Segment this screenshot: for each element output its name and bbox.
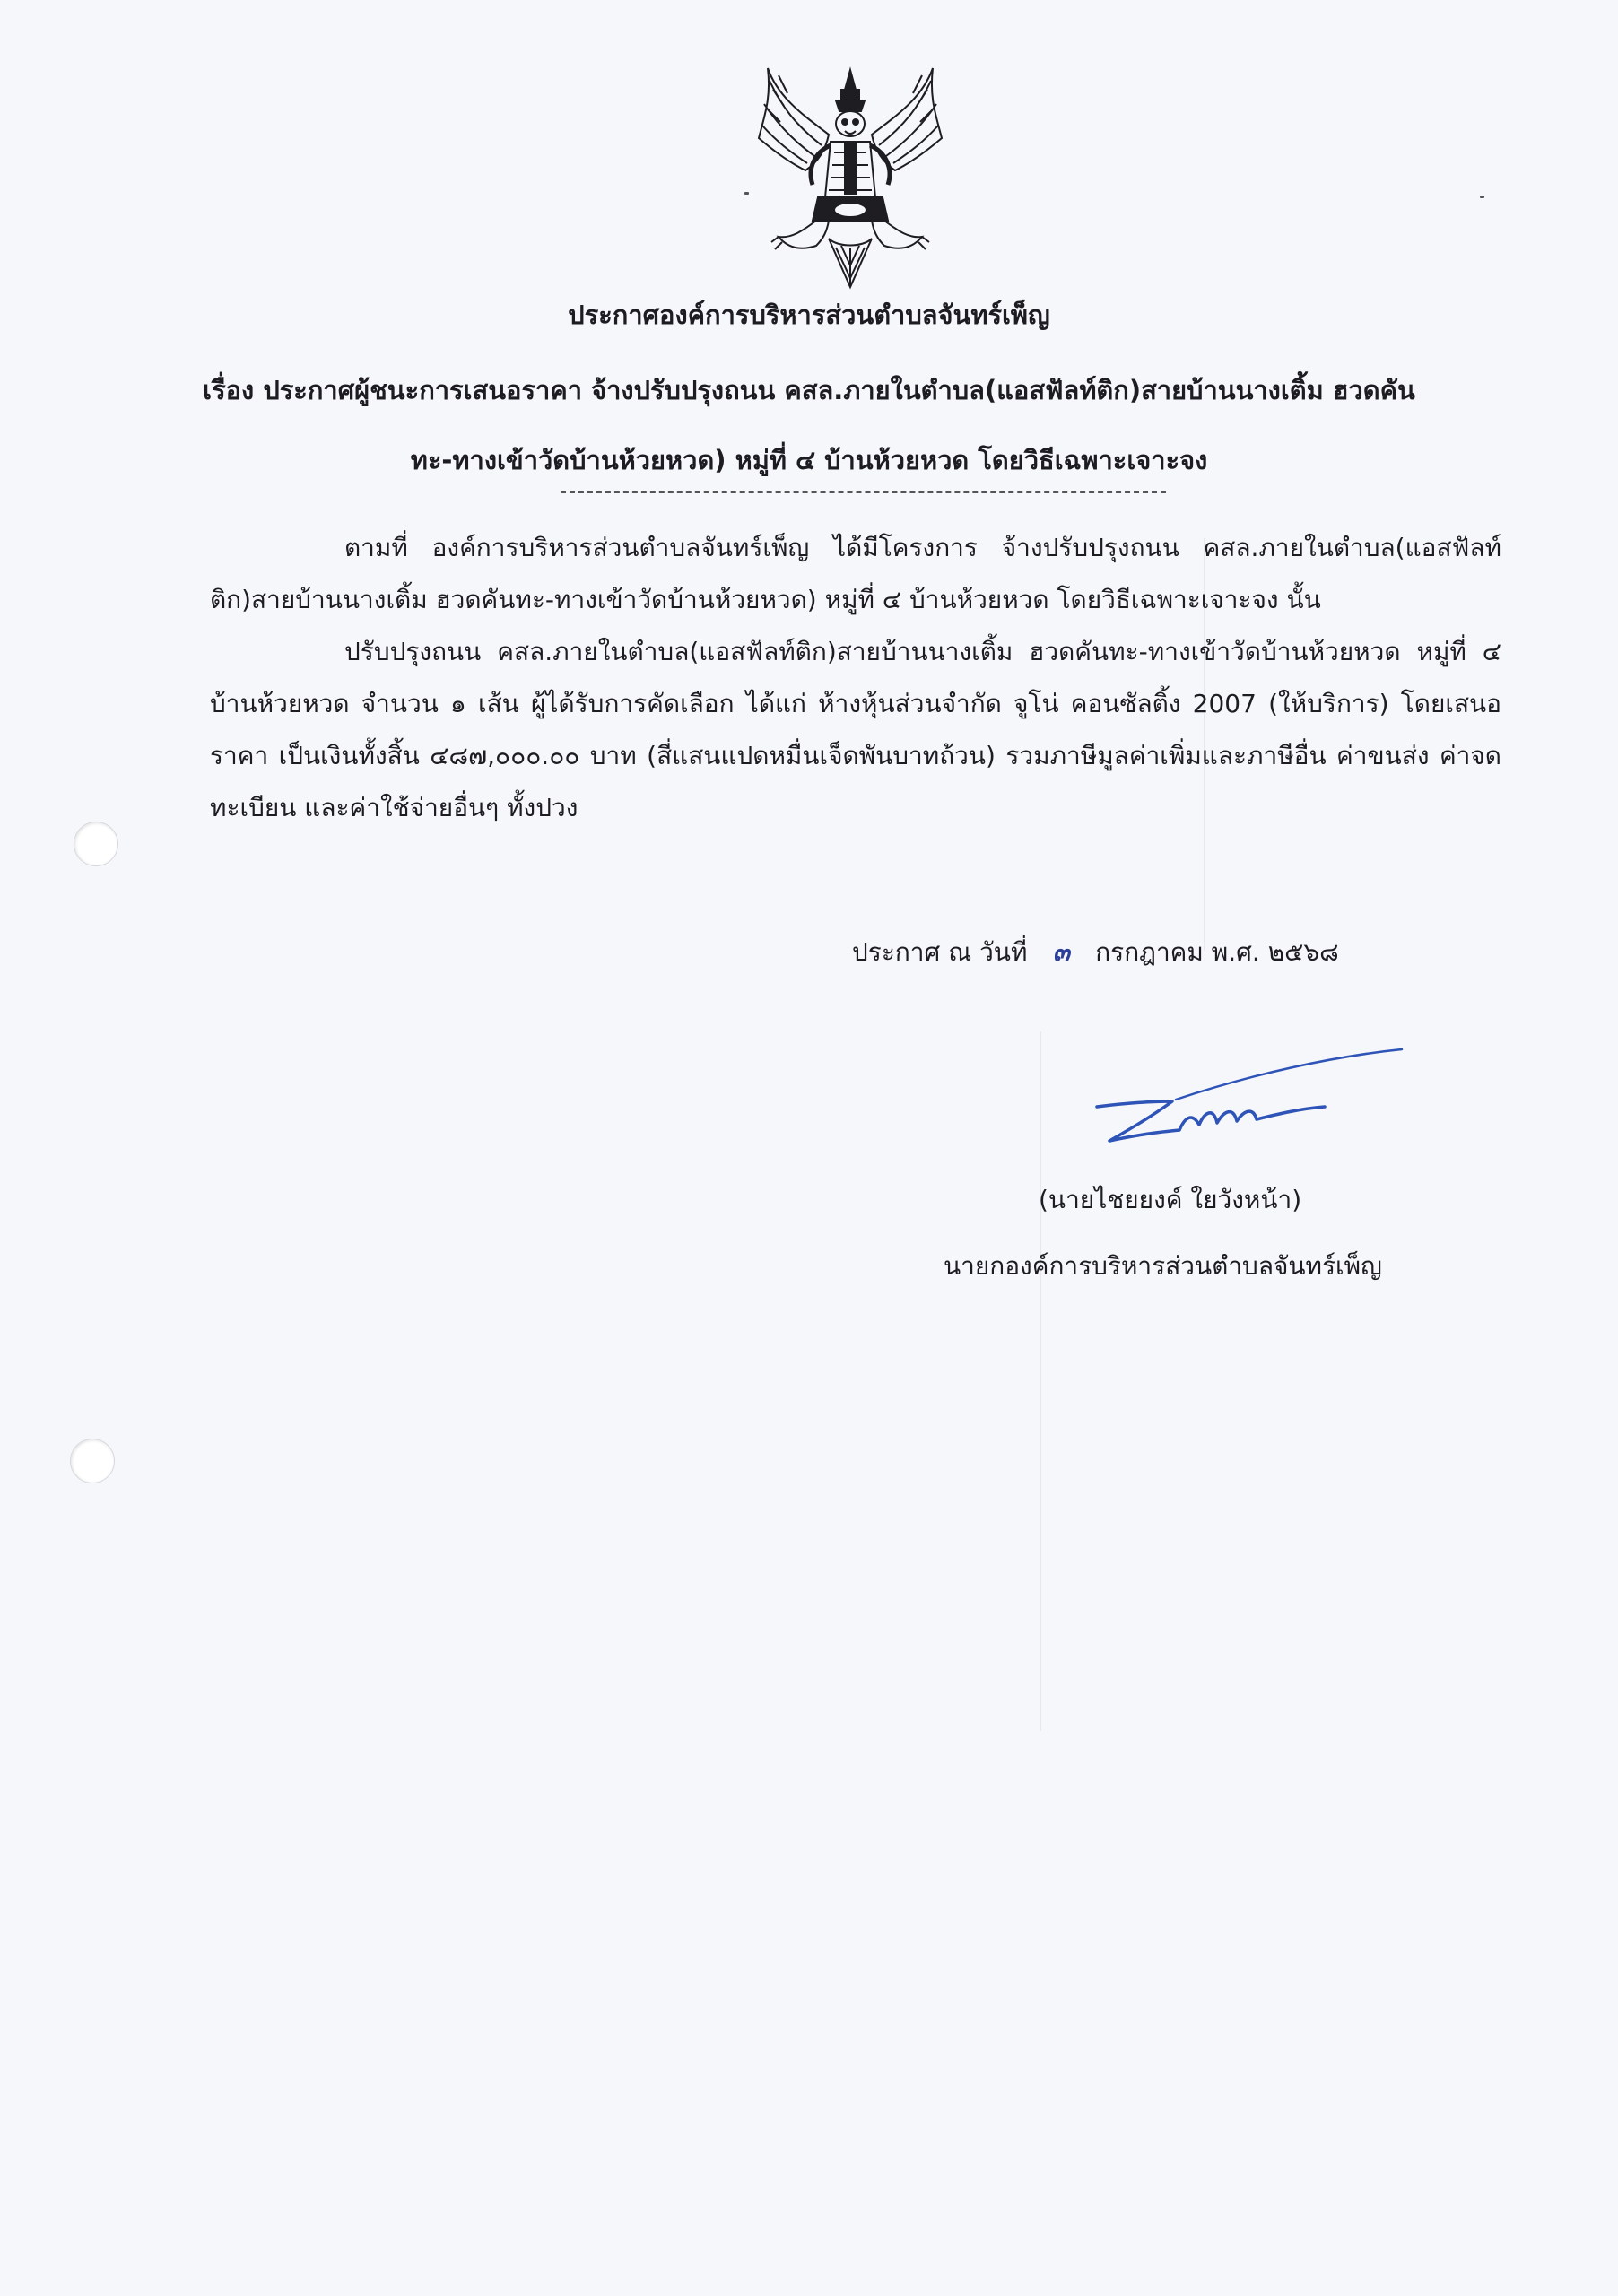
paper-fold-line bbox=[1040, 1031, 1041, 1731]
body-paragraph: ตามที่ องค์การบริหารส่วนตำบลจันทร์เพ็ญ ได้มีโครงการ จ้างปรับปรุงถนน คสล.ภายในตำบล(แอสฟัลท์ติก)สายบ้านนางเติ้ม ฮวดคันทะ-ทางเข้าวัดบ้านห้วยหวด) หมู่ที่ ๔ บ้านห้วยหวด โดยวิธีเฉพาะเจาะจง นั้น bbox=[210, 533, 1501, 614]
agency-heading: ประกาศองค์การบริหารส่วนตำบลจันทร์เพ็ญ bbox=[568, 300, 1050, 330]
handwritten-signature bbox=[1090, 1048, 1408, 1153]
date-day: ๓ bbox=[1052, 937, 1070, 967]
body-paragraph: ปรับปรุงถนน คสล.ภายในตำบล(แอสฟัลท์ติก)สายบ้านนางเติ้ม ฮวดคันทะ-ทางเข้าวัดบ้านห้วยหวด หมู่ที่ ๔ บ้านห้วยหวด จำนวน ๑ เส้น ผู้ได้รับการคัดเลือก ได้แก่ ห้างหุ้นส่วนจำกัด จูโน่ คอนซัลติ้ง 2007 (ให้บริการ) โดยเสนอราคา เป็นเงินทั้งสิ้น ๔๘๗,๐๐๐.๐๐ บาท (สี่แสนแปดหมื่นเจ็ดพันบาทถ้วน) รวมภาษีมูลค่าเพิ่มและภาษีอื่น ค่าขนส่ง ค่าจดทะเบียน และค่าใช้จ่ายอื่นๆ ทั้งปวง bbox=[210, 637, 1501, 822]
signer-title: นายกองค์การบริหารส่วนตำบลจันทร์เพ็ญ bbox=[944, 1251, 1382, 1281]
garuda-emblem-icon bbox=[752, 63, 949, 298]
punch-hole bbox=[74, 822, 118, 866]
subject-line: ทะ-ทางเข้าวัดบ้านห้วยหวด) หมู่ที่ ๔ บ้านห้วยหวด โดยวิธีเฉพาะเจาะจง bbox=[410, 445, 1208, 475]
separator-line bbox=[561, 491, 1166, 493]
date-prefix: ประกาศ ณ วันที่ bbox=[852, 937, 1028, 967]
scan-speck bbox=[744, 192, 749, 195]
punch-hole bbox=[70, 1439, 115, 1483]
document-header bbox=[144, 294, 1474, 495]
announcement-date bbox=[852, 933, 1339, 972]
date-month-year: กรกฎาคม พ.ศ. ๒๕๖๘ bbox=[1095, 937, 1339, 967]
subject-line: เรื่อง ประกาศผู้ชนะการเสนอราคา จ้างปรับปรุงถนน คสล.ภายในตำบล(แอสฟัลท์ติก)สายบ้านนางเติ้ม ฮวดคัน bbox=[203, 375, 1415, 405]
scan-speck bbox=[1480, 196, 1484, 198]
signer-name: (นายไชยยงค์ ใยวังหน้า) bbox=[1039, 1185, 1302, 1214]
document-body bbox=[210, 522, 1501, 834]
